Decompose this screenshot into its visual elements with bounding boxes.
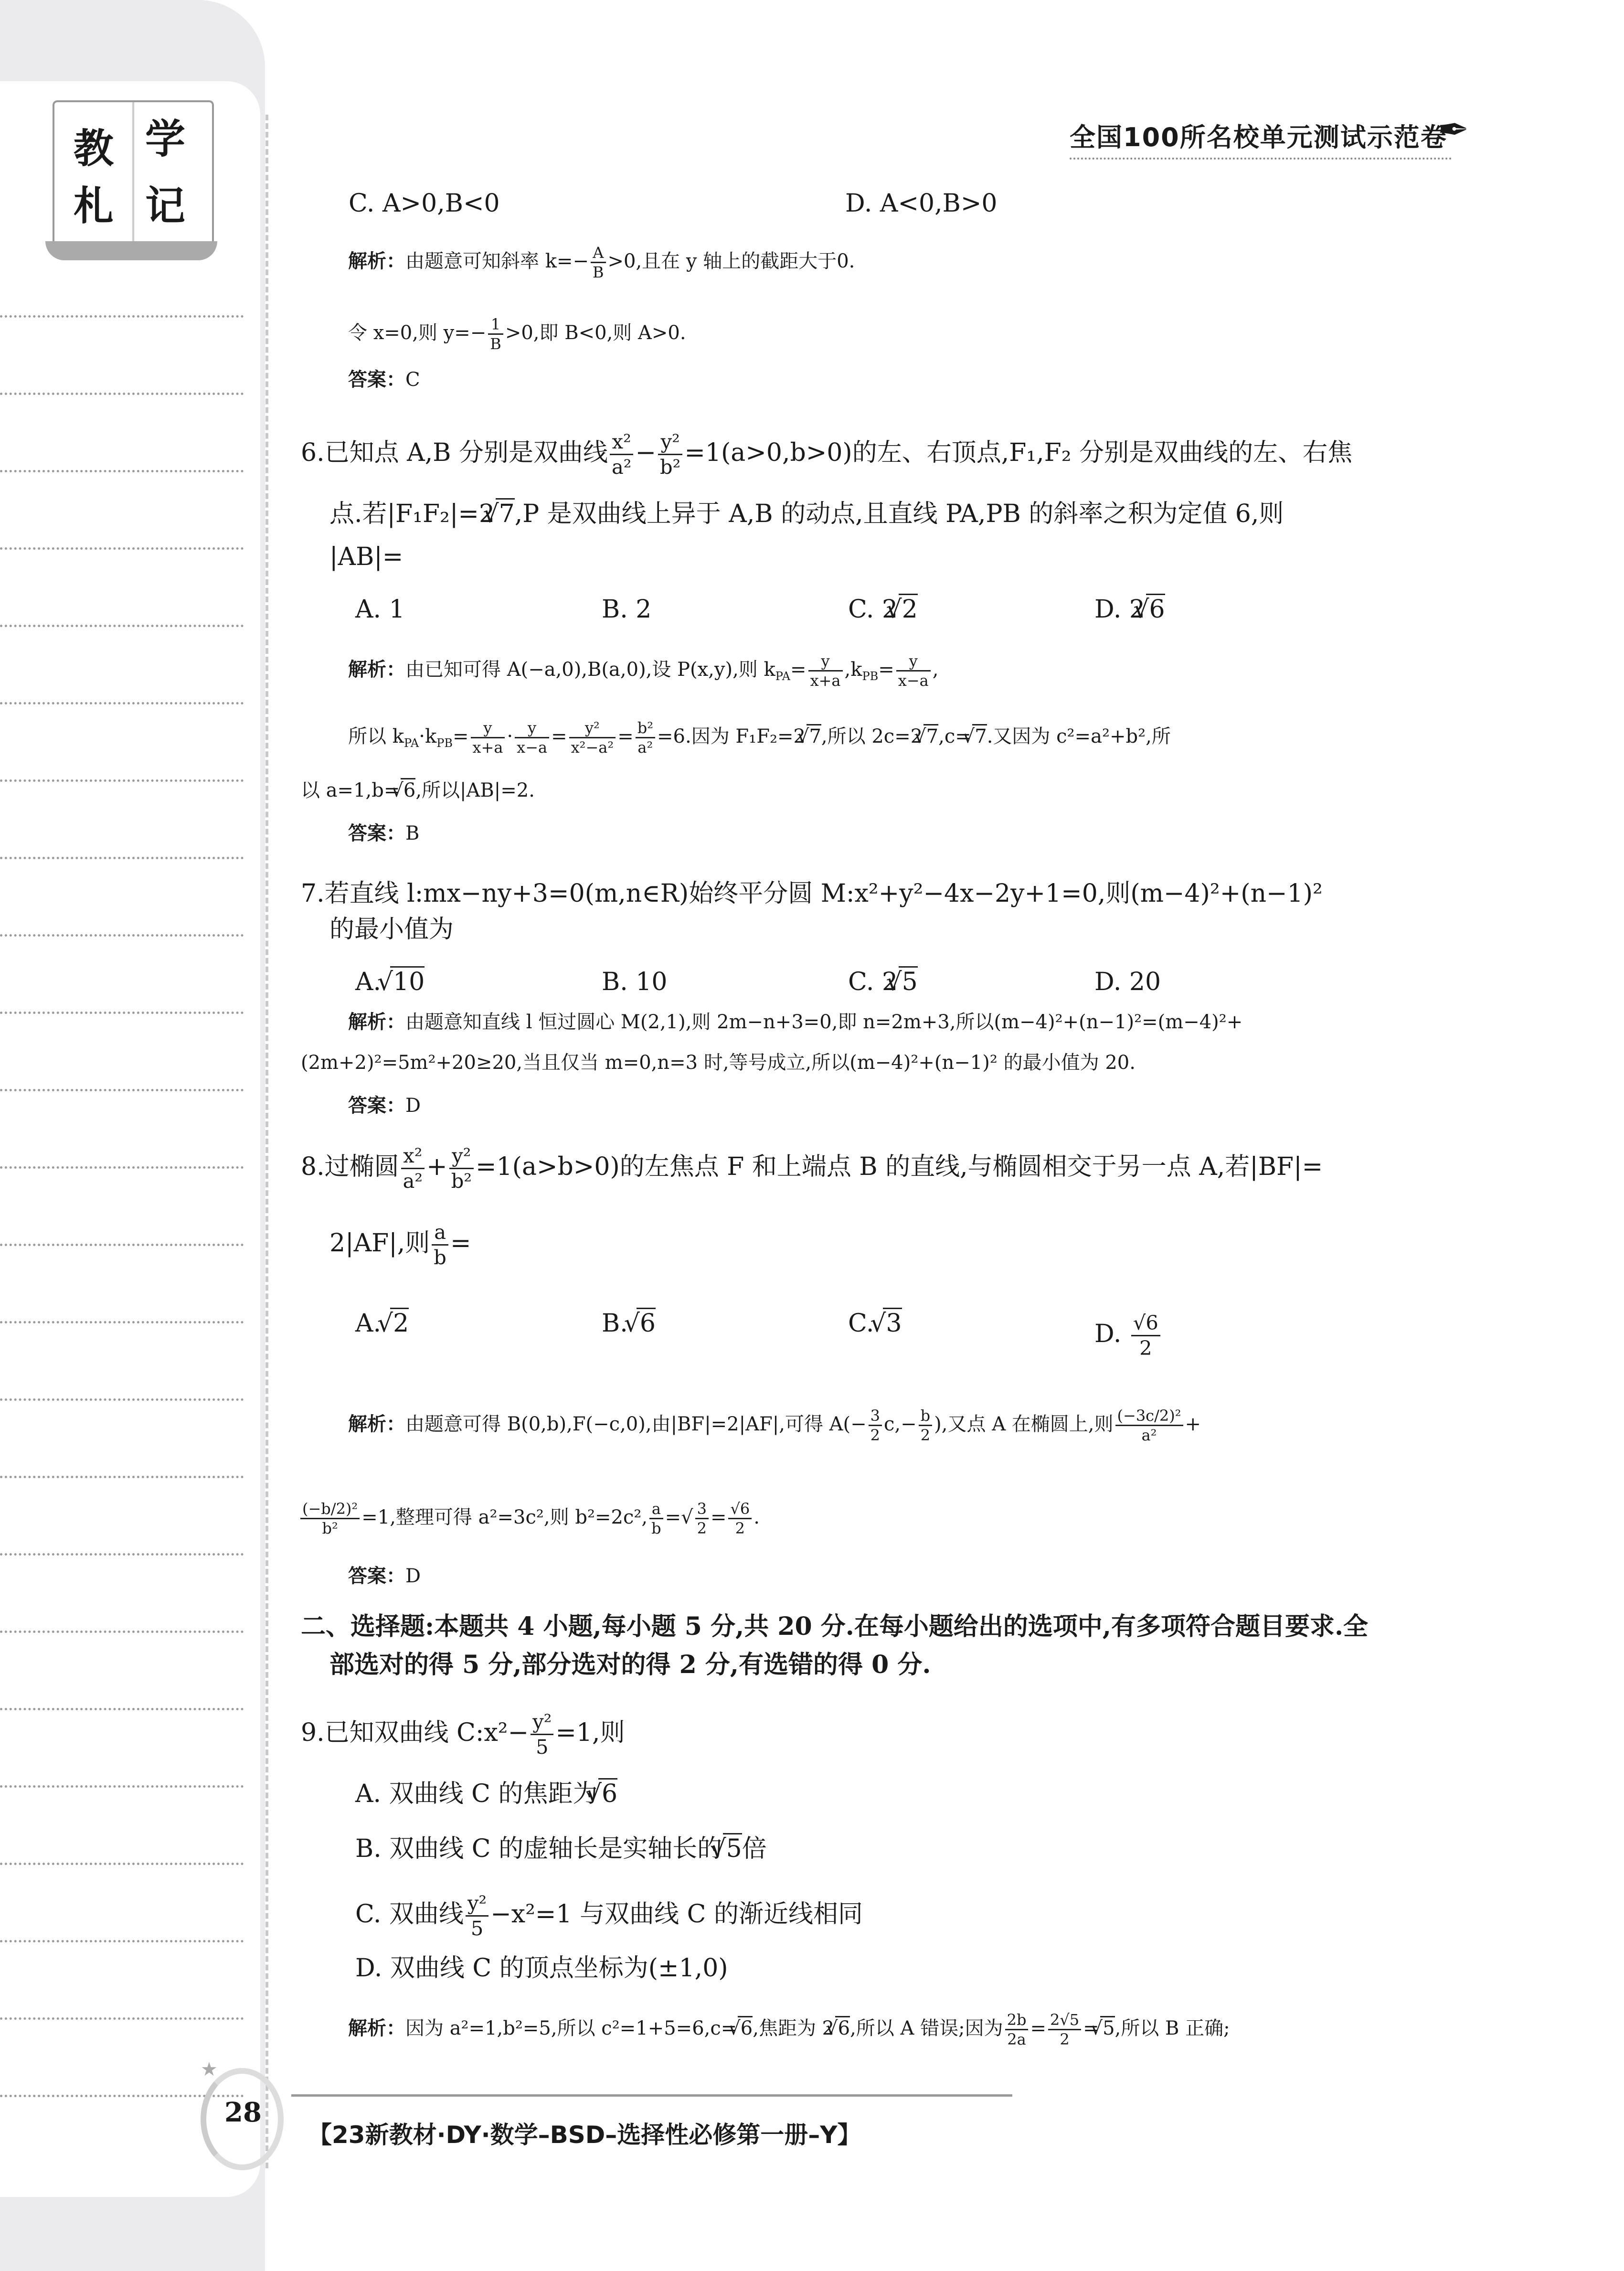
denominator: x+a [810,672,841,690]
solution-line [348,370,420,389]
text: − [635,438,657,467]
text: .又因为 c²=a²+b²,所 [987,725,1171,747]
answer-option [355,1311,409,1336]
text: ,P 是双曲线上异于 A,B 的动点,且直线 PA,PB 的斜率之积为定值 6,则 [514,500,1284,528]
text: D. A<0,B>0 [845,189,998,218]
text: + [426,1152,447,1181]
note-line [0,1166,244,1169]
answer-option [355,1836,767,1861]
text: =1(a>b>0)的左焦点 F 和上端点 B 的直线,与椭圆相交于另一点 A,若|BF|= [476,1152,1323,1181]
denominator: B [490,335,501,353]
numerator: x² [610,430,633,455]
text: ,c= [938,725,971,747]
numerator: y² [569,719,616,738]
text: 由已知可得 A(−a,0),B(a,0),设 P(x,y),则 k [405,658,775,681]
text: =6.因为 F₁F₂=2 [657,725,806,747]
text: D [405,1095,421,1117]
denominator: x−a [517,738,548,757]
text: · [507,725,513,747]
answer-option [848,970,918,994]
fraction [531,1710,553,1759]
text: −x²=1 与双曲线 C 的渐近线相同 [490,1899,863,1929]
text: =√ [665,1506,693,1528]
square-root: √ 5 [723,1833,742,1863]
subscript: PB [862,669,879,683]
answer-option [349,191,500,216]
fraction [1131,1311,1160,1360]
fraction [466,1891,488,1940]
answer-option [1094,1311,1162,1360]
square-root: √ 5 [899,966,918,996]
question-line [329,501,1284,526]
solution-line [301,781,535,800]
text: C [405,369,420,391]
numerator: y² [658,430,682,455]
square-root: √ 2 [390,1308,409,1338]
note-line [0,1863,244,1865]
denominator: 2 [1060,2030,1070,2049]
text: D. 双曲线 C 的顶点坐标为(±1,0) [355,1954,728,1983]
solution-line [348,2011,1230,2049]
text: = [878,658,894,681]
denominator: x²−a² [571,738,614,757]
text: 以 a=1,b= [301,779,400,801]
margin-divider [265,115,268,2168]
note-line [0,1321,244,1323]
note-line [0,315,244,318]
text: 倍 [742,1834,767,1863]
footer-divider [291,2094,1012,2097]
numerator: y² [531,1710,553,1735]
denominator: a² [637,738,653,757]
square-root: √ 7 [972,724,987,747]
fraction [896,652,931,690]
numerator: y [896,652,931,672]
text: (2m+2)²=5m²+20≥20,当且仅当 m=0,n=3 时,等号成立,所以(m−4)²+(n−1)² 的最小值为 20. [301,1052,1136,1074]
fraction [658,430,682,479]
solution-label: 解析： [348,1011,405,1033]
text: 7.若直线 l:mx−ny+3=0(m,n∈R)始终平分圆 M:x²+y²−4x−2y+1=0,则(m−4)²+(n−1)² [301,879,1323,908]
fraction [695,1500,709,1538]
text: =1(a>0,b>0)的左、右顶点,F₁,F₂ 分别是双曲线的左、右焦 [684,438,1353,467]
text: ,k [844,658,862,681]
square-root: √ 6 [598,1778,617,1808]
text: |AB|= [329,543,403,571]
text: D [405,1565,421,1587]
text: ,所以|AB|=2. [415,779,535,801]
text: 因为 a²=1,b²=5,所以 c²=1+5=6,c= [405,2017,737,2039]
note-line [0,1631,244,1633]
fraction [569,719,616,757]
solution-label: 解析： [348,250,405,272]
fraction [300,1500,360,1538]
question-line [329,917,454,942]
solution-line [348,1407,1201,1445]
note-line [0,1244,244,1246]
square-root: √ 7 [496,498,515,528]
logo-char: 学 [145,116,186,162]
answer-option [355,1781,617,1806]
denominator: B [592,263,604,282]
subscript: PA [403,736,419,750]
logo-char: 记 [145,182,186,229]
text: = [452,725,469,747]
note-line [0,393,244,395]
text: ,所以 B 正确; [1115,2017,1230,2039]
denominator: 5 [470,1916,484,1940]
text: = [1083,2017,1099,2039]
notes-logo [53,100,214,245]
fraction [728,1500,752,1538]
square-root: √ 10 [390,966,425,996]
text: = [450,1228,471,1258]
denominator: b² [322,1519,338,1538]
question-line [301,881,1323,906]
note-line [0,1940,244,1942]
answer-option [355,1956,728,1981]
header-divider [1070,158,1452,160]
numerator: 2b [1005,2011,1029,2030]
square-root: √ 2 [899,594,918,624]
square-root: √ 7 [807,724,821,747]
numerator: x² [401,1144,425,1169]
text: = [617,725,634,747]
square-root: √ 6 [835,2016,850,2039]
fraction [808,652,843,690]
text: ,焦距为 2 [753,2017,835,2039]
numerator: b² [636,719,655,738]
solution-line [298,1500,760,1538]
note-line [0,779,244,782]
text: C. A>0,B<0 [349,189,500,218]
denominator: x−a [898,672,929,690]
text: 部选对的得 5 分,部分选对的得 2 分,有选错的得 0 分. [329,1650,931,1679]
denominator: 2 [870,1426,881,1445]
numerator: y [515,719,549,738]
text: 二、选择题:本题共 4 小题,每小题 5 分,共 20 分.在每小题给出的选项中,有多项符合题目要求.全 [301,1612,1369,1641]
answer-option [848,1311,902,1336]
fraction [610,430,633,479]
solution-line [348,1567,421,1586]
text: >0,即 B<0,则 A>0. [505,321,686,344]
square-root: √ 6 [738,2016,753,2039]
fraction [919,1407,932,1445]
text: 由题意可得 B(0,b),F(−c,0),由|BF|=2|AF|,可得 A(− [405,1413,867,1435]
square-root: √ 3 [883,1308,902,1338]
solution-label: 解析： [348,2017,405,2039]
solution-line [301,1053,1136,1072]
numerator: b [919,1407,932,1426]
solution-line [348,824,419,843]
text: = [551,725,567,747]
solution-line [348,315,686,353]
numerator: 1 [488,315,503,335]
numerator: a [649,1500,663,1519]
numerator: A [591,244,606,263]
question-line [301,430,1352,479]
text: 8.过椭圆 [301,1152,399,1181]
fraction [649,1500,663,1538]
text: = [790,658,807,681]
logo-char: 教 [74,125,114,172]
text: 令 x=0,则 y=− [348,321,487,344]
fraction [636,719,655,757]
numerator: √6 [1131,1311,1160,1336]
text: = [1030,2017,1046,2039]
denominator: x+a [472,738,503,757]
answer-option [355,597,405,622]
text: =1,整理可得 a²=3c²,则 b²=2c², [361,1506,648,1528]
section-heading [329,1650,931,1679]
text: 点.若|F₁F₂|=2 [329,500,495,528]
solution-label: 答案： [348,1565,405,1587]
book-icon [45,241,217,260]
text: C. 2 [848,968,898,996]
numerator: y² [449,1144,474,1169]
notes-margin [0,81,260,2197]
text: D. 2 [1094,595,1145,624]
text: 由题意可知斜率 k=− [405,250,589,272]
solution-line [348,719,1171,757]
text: . [754,1506,760,1528]
square-root: √ 6 [401,778,415,801]
note-line [0,1012,244,1014]
text: A. [355,968,389,996]
denominator: 2a [1007,2030,1026,2049]
text: B [405,822,420,844]
denominator: 2 [920,1426,931,1445]
subscript: PB [436,736,453,750]
note-line [0,1785,244,1788]
text: D. 20 [1094,968,1161,996]
text: 的最小值为 [329,915,454,944]
denominator: 2 [735,1519,745,1538]
solution-label: 答案： [348,822,405,844]
pen-icon: ✒ [1437,107,1470,152]
text: =1,则 [555,1718,625,1747]
text: 9.已知双曲线 C:x²− [301,1718,529,1747]
square-root: √ 6 [1146,594,1165,624]
book-title: 【23新教材·DY·数学–BSD–选择性必修第一册–Y】 [308,2121,861,2149]
note-line [0,702,244,704]
text: ,所以 A 错误;因为 [850,2017,1003,2039]
answer-option [848,597,918,622]
answer-option [1094,597,1165,622]
question-line [301,1144,1323,1193]
question-line [329,1220,471,1269]
page-number: 28 [224,2097,262,2128]
text: 6.已知点 A,B 分别是双曲线 [301,438,608,467]
denominator: b² [660,455,681,479]
note-line [0,1708,244,1710]
solution-label: 解析： [348,1413,405,1435]
note-line [0,470,244,472]
subscript: PA [775,669,791,683]
denominator: b [651,1519,661,1538]
denominator: a² [611,455,632,479]
fraction [591,244,606,282]
denominator: a² [1141,1426,1157,1445]
numerator: 2√5 [1048,2011,1081,2030]
numerator: √6 [728,1500,752,1519]
text: A. 双曲线 C 的焦距为 [355,1780,598,1808]
solution-label: 解析： [348,658,405,681]
text: C. [848,1309,882,1338]
text: C. 2 [848,595,898,624]
numerator: (−3c/2)² [1115,1407,1183,1426]
note-line [0,1089,244,1091]
denominator: 5 [536,1735,549,1759]
text: , [932,658,939,681]
square-root: √ 6 [637,1308,656,1338]
note-line [0,1398,244,1401]
note-line [0,1476,244,1478]
text: ),又点 A 在椭圆上,则 [934,1413,1114,1435]
note-line [0,2017,244,2020]
logo-char: 札 [74,182,114,229]
fraction [869,1407,882,1445]
text: B. 10 [602,968,668,996]
brand-title: 全国100所名校单元测试示范卷 [1070,122,1447,152]
solution-line [348,652,938,690]
square-root: √ 7 [923,724,938,747]
solution-label: 答案： [348,1095,405,1117]
denominator: a² [403,1169,423,1193]
text: >0,且在 y 轴上的截距大于0. [607,250,855,272]
fraction [401,1144,425,1193]
text: 所以 k [348,725,404,747]
text: B. [602,1309,636,1338]
answer-option [602,970,667,994]
note-line [0,547,244,550]
fraction [1115,1407,1183,1445]
text: = [710,1506,727,1528]
answer-option [845,191,998,216]
fraction [488,315,503,353]
fraction [432,1220,448,1269]
denominator: b² [451,1169,472,1193]
text: A. 1 [355,595,405,624]
square-root: √ 5 [1100,2016,1115,2039]
numerator: y [471,719,505,738]
numerator: y² [466,1891,488,1917]
numerator: (−b/2)² [300,1500,360,1519]
denominator: 2 [697,1519,707,1538]
numerator: 3 [695,1500,709,1519]
solution-line [348,1013,1242,1032]
text: 由题意知直线 l 恒过圆心 M(2,1),则 2m−n+3=0,即 n=2m+3,所以(m−4)²+(n−1)²=(m−4)²+ [405,1011,1243,1033]
note-line [0,625,244,627]
numerator: 3 [869,1407,882,1426]
solution-label: 答案： [348,369,405,391]
text: B. 2 [602,595,652,624]
numerator: a [432,1220,448,1246]
answer-option [602,1311,656,1336]
question-line [301,1710,625,1759]
fraction [471,719,505,757]
text: 2|AF|,则 [329,1228,430,1258]
answer-option [602,597,651,622]
fraction [1005,2011,1029,2049]
text: ·k [419,725,437,747]
text: C. 双曲线 [355,1899,464,1929]
denominator: 2 [1139,1336,1152,1360]
answer-option [355,1891,863,1940]
solution-line [348,1096,421,1115]
fraction [449,1144,474,1193]
note-line [0,857,244,859]
text: ,所以 2c=2 [821,725,923,747]
numerator: y [808,652,843,672]
fraction [1048,2011,1081,2049]
question-line [329,544,403,569]
note-line [0,1553,244,1556]
text: A. [355,1309,389,1338]
answer-option [355,970,425,994]
note-line [0,934,244,937]
solution-line [348,244,855,282]
text: + [1185,1413,1201,1435]
text: D. [1094,1319,1129,1348]
text: B. 双曲线 C 的虚轴长是实轴长的 [355,1834,722,1863]
star-icon: ★ [201,2058,218,2080]
text: c,− [884,1413,917,1435]
answer-option [1094,970,1161,994]
fraction [515,719,549,757]
section-heading [301,1614,1368,1639]
denominator: b [434,1245,446,1269]
